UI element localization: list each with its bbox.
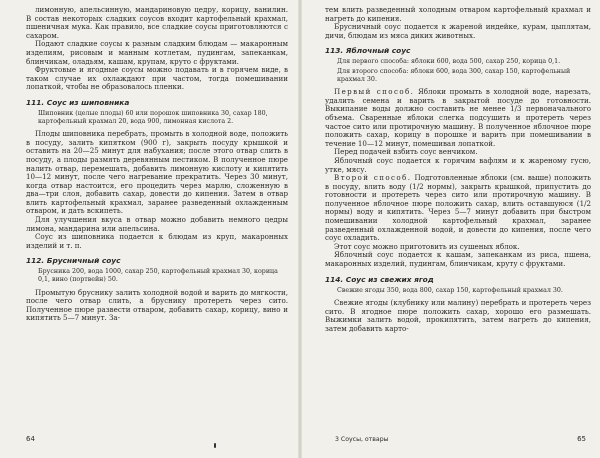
page-number-right: 65 bbox=[577, 435, 586, 443]
continued-paragraph-1: тем влить разведенный холодным отваром картофельный крахмал и нагреть до кипения. bbox=[325, 6, 591, 23]
recipe-113-second-method bbox=[325, 174, 591, 243]
recipe-111-ingredients: Шиповник (целые плоды) 60 или порошок шиповника 30, сахар 180, картофельный крахмал 20, вода 900, лимонная кислота 2. bbox=[38, 109, 268, 125]
recipe-112-heading: 112. Брусничный соус bbox=[26, 256, 121, 266]
right-page bbox=[301, 0, 600, 458]
continued-paragraph-2: Брусничный соус подается к жареной индейке, курам, цыплятам, дичи, блюдам из мяса диких животных. bbox=[325, 22, 591, 40]
first-method-text: Яблоки промыть в холодной воде, нарезать, удалить семена и варить в закрытой посуде до готовности. Выкипание воды должно составить не менее 1/3 первоначального объема. Сваренные яблоки слегка подсушить и протереть через частое сито или протирочную машину. В полученное яблочное пюре положить сахар, корицу в порошке и варить при помешивании в течение 10—12 минут, помешивая лопаткой. bbox=[325, 87, 591, 148]
print-speck bbox=[214, 443, 216, 448]
recipe-114-heading: 114. Соус из свежих ягод bbox=[325, 274, 434, 284]
recipe-111-heading: 111. Соус из шиповника bbox=[26, 97, 130, 107]
intro-paragraph-1: лимонную, апельсинную, мандариновую цедру, корицу, ванилин. В состав некоторых сладких соусов входит картофельный крахмал, пшеничная мука. Как правило, все сладкие соусы приготовляются с сахаром. bbox=[26, 6, 288, 40]
recipe-113-method-2-ingredients: Для второго способа: яблоки 600, вода 300, сахар 150, картофельный крахмал 30. bbox=[337, 67, 571, 83]
recipe-113-second-method-3: Яблочный соус подается к кашам, запеканкам из риса, пшена, макаронных изделий, пудингам, блинчикам, круту с фруктами. bbox=[325, 250, 591, 269]
recipe-111-body-1: Плоды шиповника перебрать, промыть в холодной воде, положить в посуду, залить кипятком (900 г), закрыть посуду крышкой и оставить на 20—25 минут для набухания; после этого отвар слить в посуду, а плоды размять деревянным пестиком. В полученное пюре налить отвар, перемешать, добавить лимонную кислоту и кипятить 10—12 минут, после чего нагревание прекратить. Через 30 минут, когда отвар настоится, его процедить через марлю, сложенную в два—три слоя, добавить сахар, довести до кипения. Затем в отвар влить картофельный крахмал, заранее разведенный охлажденным отваром, и дать вскипеть. bbox=[26, 129, 288, 216]
left-text-column bbox=[26, 6, 288, 323]
recipe-113-method-1-ingredients: Для первого способа: яблоки 600, вода 500, сахар 250, корица 0,1. bbox=[337, 58, 561, 66]
recipe-114-body: Свежие ягоды (клубнику или малину) перебрать и протереть через сито. В ягодное пюре положить сахар, хорошо его размешать. Выжимки залить водой, прокипятить, затем нагреть до кипения, затем добавить карто- bbox=[325, 298, 591, 333]
first-method-label: Первый способ. bbox=[334, 87, 415, 97]
recipe-111-body-2: Для улучшения вкуса в отвар можно добавить немного цедры лимона, мандарина или апельсина. bbox=[26, 215, 288, 233]
second-method-text: Подготовленные яблоки (см. выше) положить в посуду, влить воду (1/2 нормы), закрыть крышкой, припустить до готовности и протереть через сито или протирочную машину. В полученное яблочное пюре положить сахар, влить оставшуюся (1/2 нормы) воду и кипятить. Через 5—7 минут добавить при быстром помешивании холодной картофельный крахмал, заранее разведенный охлажденной водой, и довести до кипения, после чего соус охладить. bbox=[325, 173, 591, 243]
recipe-111-body-3: Соус из шиповника подается к блюдам из круп, макаронных изделий и т. п. bbox=[26, 232, 288, 250]
recipe-114-ingredients: Свежие ягоды 350, вода 800, сахар 150, картофельный крахмал 30. bbox=[337, 286, 563, 294]
recipe-113-first-method-2: Перед подачей взбить соус венчиком. bbox=[334, 147, 478, 157]
recipe-113-first-method-3: Яблочный соус подается к горячим вафлям и к жареному гусю, утке, мясу. bbox=[325, 155, 591, 174]
intro-paragraph-2: Подают сладкие соусы к разным сладким блюдам — макаронным изделиям, рисовым и манным котлетам, пудингам, запеканкам, блинчикам, оладьям, кашам, крупам, круто с фруктами. bbox=[26, 39, 288, 66]
intro-paragraph-3: Фруктовые и ягодные соусы можно подавать и в горячем виде, в таком случае их охлаждают при частом, тогда помешивании лопаткой, чтобы не образовалось пленки. bbox=[26, 65, 288, 92]
page-number-left: 64 bbox=[26, 435, 35, 443]
left-page bbox=[0, 0, 299, 458]
recipe-113-heading: 113. Яблочный соус bbox=[325, 46, 411, 56]
second-method-label: Второй способ. bbox=[334, 173, 412, 183]
recipe-113-first-method bbox=[325, 88, 591, 148]
recipe-112-ingredients: Брусника 200, вода 1000, сахар 250, картофельный крахмал 30, корица 0,1, вино (портвейн) 50. bbox=[38, 268, 278, 284]
recipe-113-second-method-2: Этот соус можно приготовить из сушеных яблок. bbox=[334, 241, 520, 251]
signature-mark: 3 Соусы, отвары bbox=[335, 436, 389, 443]
right-text-column bbox=[325, 6, 591, 334]
recipe-112-body: Промытую бруснику залить холодной водой и варить до мягкости, после чего отвар слить, а бруснику протереть через сито. Полученное пюре развести отваром, добавить сахар, корицу, вино и кипятить 5—7 минут. За- bbox=[26, 287, 288, 323]
